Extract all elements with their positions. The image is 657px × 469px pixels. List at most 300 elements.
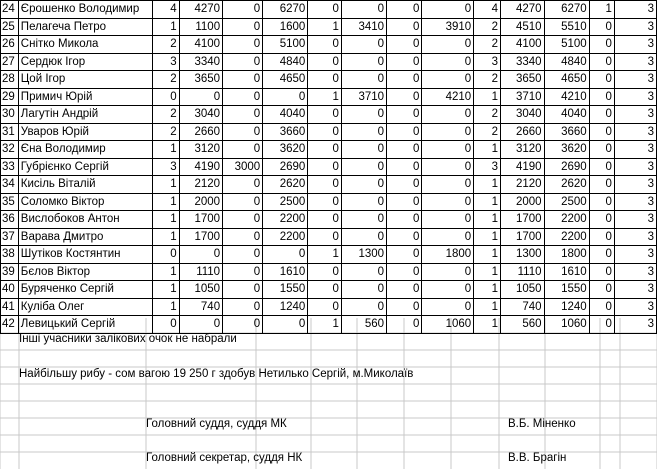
participant-name-cell[interactable]: Вислобоков Антон [18,211,152,229]
value-cell[interactable]: 1 [308,18,342,36]
value-cell[interactable]: 2620 [263,176,308,194]
value-cell[interactable]: 0 [589,18,614,36]
value-cell[interactable]: 0 [308,176,342,194]
value-cell[interactable]: 0 [341,211,386,229]
value-cell[interactable]: 0 [223,36,263,54]
value-cell[interactable]: 0 [341,141,386,159]
value-cell[interactable]: 2690 [544,158,589,176]
row-number-cell[interactable]: 34 [1,176,19,194]
value-cell[interactable]: 0 [589,211,614,229]
value-cell[interactable]: 0 [387,1,422,19]
value-cell[interactable]: 2620 [544,176,589,194]
value-cell[interactable]: 2 [152,123,179,141]
value-cell[interactable]: 1060 [544,316,589,334]
value-cell[interactable]: 1 [589,1,614,19]
row-number-cell[interactable]: 25 [1,18,19,36]
row-number-cell[interactable]: 33 [1,158,19,176]
value-cell[interactable]: 0 [223,18,263,36]
row-number-cell[interactable]: 27 [1,53,19,71]
value-cell[interactable]: 4510 [501,18,544,36]
value-cell[interactable]: 1 [152,193,179,211]
value-cell[interactable]: 0 [422,106,474,124]
value-cell[interactable]: 0 [422,228,474,246]
value-cell[interactable]: 3 [152,53,179,71]
value-cell[interactable]: 0 [223,71,263,89]
value-cell[interactable]: 3 [614,53,656,71]
value-cell[interactable]: 1 [474,316,501,334]
value-cell[interactable]: 0 [223,123,263,141]
value-cell[interactable]: 0 [387,123,422,141]
value-cell[interactable]: 0 [152,246,179,264]
value-cell[interactable]: 0 [341,298,386,316]
table-row [1,141,657,159]
value-cell[interactable]: 4190 [179,158,222,176]
value-cell[interactable]: 0 [308,193,342,211]
chief-judge-title: Головний суддя, суддя МК [146,418,287,430]
value-cell[interactable]: 1600 [263,18,308,36]
table-row [1,53,657,71]
value-cell[interactable]: 0 [387,158,422,176]
value-cell[interactable]: 3710 [341,88,386,106]
value-cell[interactable]: 0 [422,158,474,176]
value-cell[interactable]: 560 [501,316,544,334]
value-cell[interactable]: 2 [474,106,501,124]
value-cell[interactable]: 1060 [422,316,474,334]
value-cell[interactable]: 0 [263,316,308,334]
value-cell[interactable]: 0 [152,316,179,334]
participant-name-cell[interactable]: Буряченко Сергій [18,281,152,299]
table-row [1,71,657,89]
value-cell[interactable]: 1300 [501,246,544,264]
participant-name-cell[interactable]: Бєлов Віктор [18,263,152,281]
value-cell[interactable]: 1700 [501,228,544,246]
participant-name-cell[interactable]: Єрошенко Володимир [18,1,152,19]
value-cell[interactable]: 3 [614,71,656,89]
value-cell[interactable]: 2 [152,71,179,89]
value-cell[interactable]: 0 [179,246,222,264]
value-cell[interactable]: 3040 [501,106,544,124]
row-number-cell[interactable]: 24 [1,1,19,19]
value-cell[interactable]: 4 [474,1,501,19]
row-number-cell[interactable]: 29 [1,88,19,106]
value-cell[interactable]: 0 [387,36,422,54]
value-cell[interactable]: 0 [341,158,386,176]
value-cell[interactable]: 3000 [223,158,263,176]
participant-name-cell[interactable]: Губрієнко Сергій [18,158,152,176]
value-cell[interactable]: 3 [614,1,656,19]
value-cell[interactable]: 2120 [501,176,544,194]
value-cell[interactable]: 3120 [179,141,222,159]
value-cell[interactable]: 0 [387,298,422,316]
value-cell[interactable]: 3910 [422,18,474,36]
value-cell[interactable]: 0 [422,281,474,299]
value-cell[interactable]: 6270 [544,1,589,19]
value-cell[interactable]: 3620 [544,141,589,159]
value-cell[interactable]: 0 [589,281,614,299]
value-cell[interactable]: 0 [308,158,342,176]
table-row [1,263,657,281]
value-cell[interactable]: 740 [179,298,222,316]
participant-name-cell[interactable]: Куліба Олег [18,298,152,316]
value-cell[interactable]: 3 [614,228,656,246]
value-cell[interactable]: 0 [422,176,474,194]
participant-name-cell[interactable]: Сердюк Ігор [18,53,152,71]
value-cell[interactable]: 1 [152,141,179,159]
value-cell[interactable]: 3 [614,281,656,299]
row-number-cell[interactable]: 26 [1,36,19,54]
value-cell[interactable]: 1 [152,176,179,194]
value-cell[interactable]: 1 [152,298,179,316]
table-row [1,18,657,36]
value-cell[interactable]: 1 [474,176,501,194]
value-cell[interactable]: 3 [614,141,656,159]
value-cell[interactable]: 1 [474,141,501,159]
value-cell[interactable]: 0 [223,176,263,194]
value-cell[interactable]: 1700 [501,211,544,229]
value-cell[interactable]: 2 [152,36,179,54]
value-cell[interactable]: 2200 [544,228,589,246]
table-row [1,158,657,176]
value-cell[interactable]: 0 [589,298,614,316]
value-cell[interactable]: 1110 [179,263,222,281]
row-number-cell[interactable]: 42 [1,316,19,334]
participant-name-cell[interactable]: Єна Володимир [18,141,152,159]
value-cell[interactable]: 4840 [263,53,308,71]
row-number-cell[interactable]: 38 [1,246,19,264]
value-cell[interactable]: 3 [614,106,656,124]
value-cell[interactable]: 0 [341,281,386,299]
value-cell[interactable]: 0 [422,71,474,89]
value-cell[interactable]: 3 [614,158,656,176]
table-row [1,36,657,54]
value-cell[interactable]: 2000 [179,193,222,211]
value-cell[interactable]: 1 [308,246,342,264]
participant-name-cell[interactable]: Варава Дмитро [18,228,152,246]
value-cell[interactable]: 3710 [501,88,544,106]
value-cell[interactable]: 3660 [263,123,308,141]
value-cell[interactable]: 3 [614,298,656,316]
value-cell[interactable]: 2500 [263,193,308,211]
participant-name-cell[interactable]: Шутіков Костянтин [18,246,152,264]
value-cell[interactable]: 3 [614,316,656,334]
value-cell[interactable]: 0 [589,53,614,71]
value-cell[interactable]: 0 [589,246,614,264]
value-cell[interactable]: 2660 [501,123,544,141]
value-cell[interactable]: 4650 [544,71,589,89]
value-cell[interactable]: 0 [223,246,263,264]
value-cell[interactable]: 3 [614,88,656,106]
value-cell[interactable]: 1550 [544,281,589,299]
value-cell[interactable]: 0 [223,281,263,299]
value-cell[interactable]: 0 [422,123,474,141]
value-cell[interactable]: 2200 [263,228,308,246]
value-cell[interactable]: 1 [152,281,179,299]
value-cell[interactable]: 0 [223,211,263,229]
value-cell[interactable]: 0 [308,106,342,124]
value-cell[interactable]: 3340 [501,53,544,71]
value-cell[interactable]: 1 [474,281,501,299]
value-cell[interactable]: 0 [263,246,308,264]
value-cell[interactable]: 2500 [544,193,589,211]
value-cell[interactable]: 0 [387,228,422,246]
value-cell[interactable]: 0 [422,263,474,281]
value-cell[interactable]: 0 [308,1,342,19]
value-cell[interactable]: 0 [223,141,263,159]
value-cell[interactable]: 4190 [501,158,544,176]
value-cell[interactable]: 1800 [544,246,589,264]
value-cell[interactable]: 3340 [179,53,222,71]
value-cell[interactable]: 0 [223,53,263,71]
value-cell[interactable]: 2 [474,36,501,54]
value-cell[interactable]: 0 [263,88,308,106]
row-number-cell[interactable]: 40 [1,281,19,299]
participant-name-cell[interactable]: Примич Юрій [18,88,152,106]
value-cell[interactable]: 3 [614,246,656,264]
row-number-cell[interactable]: 35 [1,193,19,211]
value-cell[interactable]: 0 [341,53,386,71]
participant-name-cell[interactable]: Снітко Микола [18,36,152,54]
value-cell[interactable]: 4100 [179,36,222,54]
value-cell[interactable]: 2660 [179,123,222,141]
value-cell[interactable]: 4040 [263,106,308,124]
value-cell[interactable]: 4840 [544,53,589,71]
value-cell[interactable]: 4100 [501,36,544,54]
value-cell[interactable]: 4 [152,1,179,19]
value-cell[interactable]: 3 [614,211,656,229]
value-cell[interactable]: 4040 [544,106,589,124]
value-cell[interactable]: 1700 [179,211,222,229]
row-number-cell[interactable]: 37 [1,228,19,246]
value-cell[interactable]: 1100 [179,18,222,36]
value-cell[interactable]: 0 [422,141,474,159]
table-row [1,106,657,124]
value-cell[interactable]: 3120 [501,141,544,159]
value-cell[interactable]: 0 [223,193,263,211]
value-cell[interactable]: 0 [308,298,342,316]
value-cell[interactable]: 0 [589,316,614,334]
value-cell[interactable]: 0 [223,106,263,124]
value-cell[interactable]: 0 [223,1,263,19]
value-cell[interactable]: 0 [589,228,614,246]
row-number-cell[interactable]: 36 [1,211,19,229]
value-cell[interactable]: 3 [152,158,179,176]
value-cell[interactable]: 0 [223,263,263,281]
value-cell[interactable]: 0 [589,141,614,159]
value-cell[interactable]: 0 [589,123,614,141]
table-row [1,228,657,246]
participant-name-cell[interactable]: Соломко Віктор [18,193,152,211]
value-cell[interactable]: 0 [223,298,263,316]
value-cell[interactable]: 0 [308,141,342,159]
value-cell[interactable]: 1550 [263,281,308,299]
value-cell[interactable]: 1 [152,263,179,281]
value-cell[interactable]: 3 [474,158,501,176]
value-cell[interactable]: 3040 [179,106,222,124]
value-cell[interactable]: 0 [387,316,422,334]
value-cell[interactable]: 1050 [501,281,544,299]
value-cell[interactable]: 0 [341,228,386,246]
value-cell[interactable]: 0 [308,36,342,54]
value-cell[interactable]: 2 [152,106,179,124]
table-row [1,211,657,229]
value-cell[interactable]: 1 [474,211,501,229]
participant-name-cell[interactable]: Кисіль Віталій [18,176,152,194]
value-cell[interactable]: 0 [387,246,422,264]
value-cell[interactable]: 0 [179,316,222,334]
participant-name-cell[interactable]: Пелагеча Петро [18,18,152,36]
row-number-cell[interactable]: 32 [1,141,19,159]
participant-name-cell[interactable]: Уваров Юрій [18,123,152,141]
value-cell[interactable]: 0 [422,1,474,19]
value-cell[interactable]: 0 [341,106,386,124]
value-cell[interactable]: 0 [308,123,342,141]
value-cell[interactable]: 2 [474,18,501,36]
value-cell[interactable]: 5100 [544,36,589,54]
value-cell[interactable]: 1110 [501,263,544,281]
value-cell[interactable]: 2200 [544,211,589,229]
value-cell[interactable]: 0 [589,36,614,54]
value-cell[interactable]: 0 [387,211,422,229]
value-cell[interactable]: 1 [308,316,342,334]
value-cell[interactable]: 0 [387,176,422,194]
row-number-cell[interactable]: 31 [1,123,19,141]
value-cell[interactable]: 0 [589,71,614,89]
value-cell[interactable]: 0 [422,53,474,71]
value-cell[interactable]: 3410 [341,18,386,36]
value-cell[interactable]: 1240 [544,298,589,316]
value-cell[interactable]: 0 [387,71,422,89]
value-cell[interactable]: 0 [152,88,179,106]
participant-name-cell[interactable]: Лагутін Андрій [18,106,152,124]
value-cell[interactable]: 560 [341,316,386,334]
value-cell[interactable]: 1700 [179,228,222,246]
value-cell[interactable]: 2000 [501,193,544,211]
value-cell[interactable]: 0 [422,193,474,211]
value-cell[interactable]: 2690 [263,158,308,176]
value-cell[interactable]: 1610 [544,263,589,281]
value-cell[interactable]: 0 [341,263,386,281]
value-cell[interactable]: 1 [152,228,179,246]
value-cell[interactable]: 0 [589,106,614,124]
value-cell[interactable]: 2120 [179,176,222,194]
value-cell[interactable]: 4210 [422,88,474,106]
value-cell[interactable]: 4210 [544,88,589,106]
value-cell[interactable]: 1050 [179,281,222,299]
biggest-fish-note: Найбільшу рибу - сом вагою 19 250 г здобув Нетилько Сергій, м.Миколаїв [19,368,414,380]
value-cell[interactable]: 0 [589,193,614,211]
value-cell[interactable]: 2200 [263,211,308,229]
value-cell[interactable]: 3 [614,263,656,281]
value-cell[interactable]: 0 [387,53,422,71]
value-cell[interactable]: 1300 [341,246,386,264]
value-cell[interactable]: 0 [308,228,342,246]
value-cell[interactable]: 0 [589,88,614,106]
value-cell[interactable]: 1 [152,211,179,229]
value-cell[interactable]: 1800 [422,246,474,264]
value-cell[interactable]: 2 [474,71,501,89]
value-cell[interactable]: 3 [614,123,656,141]
value-cell[interactable]: 5100 [263,36,308,54]
value-cell[interactable]: 0 [422,211,474,229]
value-cell[interactable]: 1 [474,298,501,316]
value-cell[interactable]: 3 [474,53,501,71]
value-cell[interactable]: 0 [422,36,474,54]
value-cell[interactable]: 0 [387,18,422,36]
value-cell[interactable]: 3650 [179,71,222,89]
others-note: Інші учасники залікових очок не набрали [19,333,237,345]
value-cell[interactable]: 0 [589,263,614,281]
row-number-cell[interactable]: 30 [1,106,19,124]
value-cell[interactable]: 0 [179,88,222,106]
value-cell[interactable]: 4270 [179,1,222,19]
value-cell[interactable]: 1610 [263,263,308,281]
value-cell[interactable]: 0 [341,176,386,194]
row-number-cell[interactable]: 39 [1,263,19,281]
value-cell[interactable]: 0 [308,263,342,281]
value-cell[interactable]: 0 [589,158,614,176]
value-cell[interactable]: 0 [223,88,263,106]
value-cell[interactable]: 0 [589,176,614,194]
value-cell[interactable]: 0 [387,141,422,159]
value-cell[interactable]: 0 [387,281,422,299]
value-cell[interactable]: 0 [223,228,263,246]
value-cell[interactable]: 2 [474,123,501,141]
table-row [1,316,657,334]
value-cell[interactable]: 5510 [544,18,589,36]
value-cell[interactable]: 3650 [501,71,544,89]
value-cell[interactable]: 4270 [501,1,544,19]
value-cell[interactable]: 1240 [263,298,308,316]
row-number-cell[interactable]: 28 [1,71,19,89]
row-number-cell[interactable]: 41 [1,298,19,316]
value-cell[interactable]: 3660 [544,123,589,141]
value-cell[interactable]: 1 [152,18,179,36]
value-cell[interactable]: 0 [341,123,386,141]
value-cell[interactable]: 3 [614,193,656,211]
value-cell[interactable]: 0 [341,36,386,54]
value-cell[interactable]: 1 [308,88,342,106]
value-cell[interactable]: 1 [474,193,501,211]
value-cell[interactable]: 0 [422,298,474,316]
value-cell[interactable]: 0 [387,193,422,211]
value-cell[interactable]: 0 [223,316,263,334]
value-cell[interactable]: 1 [474,228,501,246]
value-cell[interactable]: 1 [474,263,501,281]
value-cell[interactable]: 1 [474,246,501,264]
value-cell[interactable]: 0 [308,211,342,229]
value-cell[interactable]: 0 [308,71,342,89]
value-cell[interactable]: 0 [387,88,422,106]
value-cell[interactable]: 3620 [263,141,308,159]
value-cell[interactable]: 0 [341,1,386,19]
chief-secretary-title: Головний секретар, суддя НК [146,452,303,464]
value-cell[interactable]: 3 [614,18,656,36]
value-cell[interactable]: 6270 [263,1,308,19]
value-cell[interactable]: 0 [387,106,422,124]
value-cell[interactable]: 0 [341,193,386,211]
participant-name-cell[interactable]: Цой Ігор [18,71,152,89]
value-cell[interactable]: 1 [474,88,501,106]
value-cell[interactable]: 3 [614,36,656,54]
value-cell[interactable]: 0 [308,53,342,71]
value-cell[interactable]: 3 [614,176,656,194]
value-cell[interactable]: 740 [501,298,544,316]
value-cell[interactable]: 0 [387,263,422,281]
value-cell[interactable]: 4650 [263,71,308,89]
value-cell[interactable]: 0 [308,281,342,299]
value-cell[interactable]: 0 [341,71,386,89]
participant-name-cell[interactable]: Левицький Сергій [18,316,152,334]
